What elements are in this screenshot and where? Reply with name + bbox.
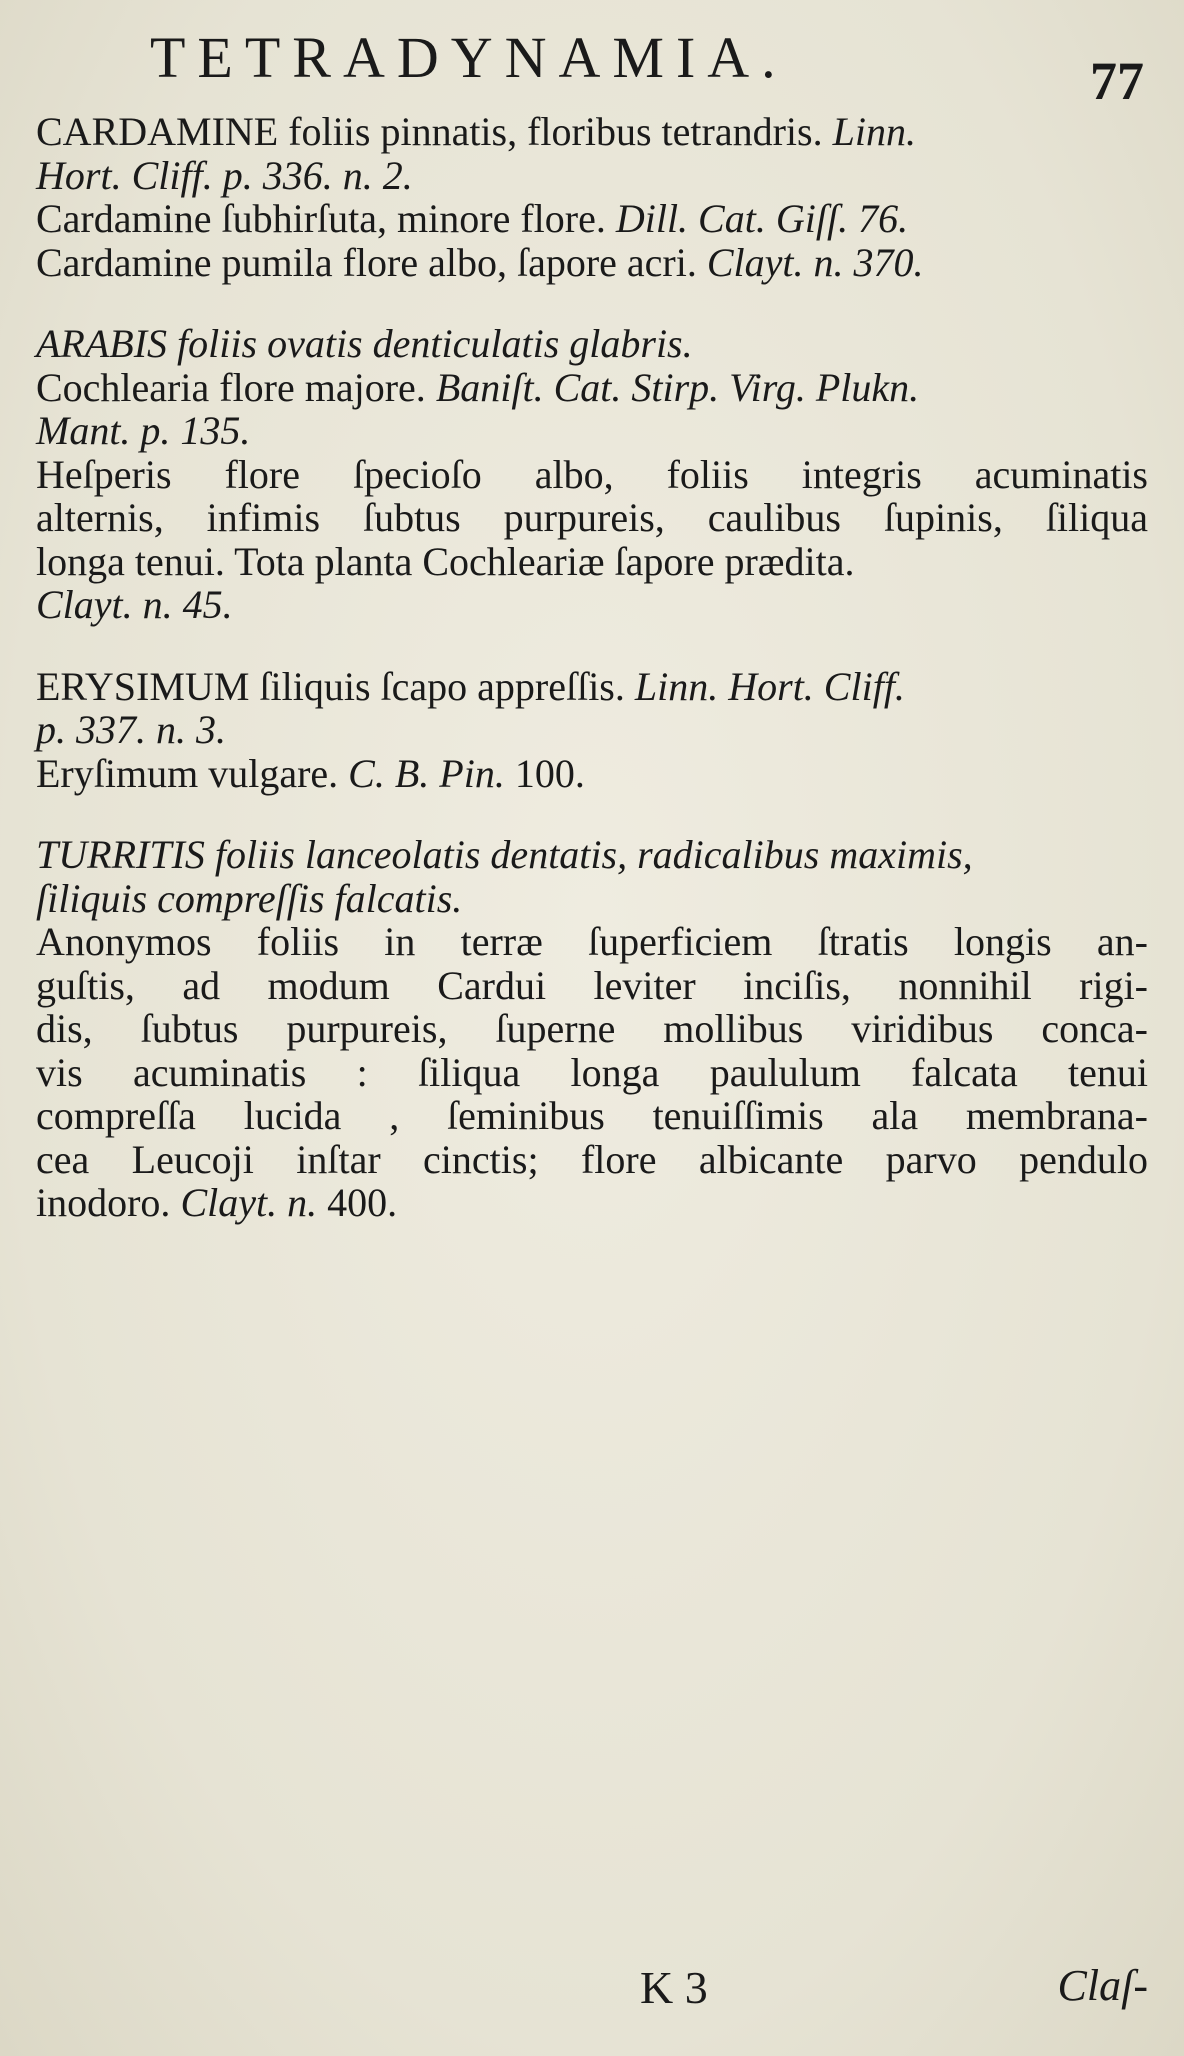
text-line [36,322,1148,366]
roman-segment: Heſperis flore ſpecioſo albo, foliis integris acuminatis [36,451,1148,497]
text-line [36,453,1148,497]
text-line [36,496,1148,540]
roman-segment: inodoro. [36,1180,181,1225]
text-line [36,110,1148,154]
roman-segment: guſtis, ad modum Cardui leviter inciſis, nonnihil rigi- [36,962,1148,1008]
italic-segment: p. 337. n. 3. [36,707,226,752]
text-line [36,1138,1148,1182]
roman-segment: cea Leucoji inſtar cinctis; flore albicante parvo pendulo [36,1136,1148,1182]
italic-segment: ſiliquis compreſſis falcatis. [36,875,463,921]
page-number: 77 [1090,51,1144,111]
italic-segment: Mant. p. 135. [36,408,251,453]
italic-segment: Clayt. n. [180,1180,318,1225]
italic-segment: Baniſt. Cat. Stirp. Virg. Plukn. [435,364,920,410]
text-line [36,197,1148,241]
roman-segment: Eryſimum vulgare. [36,750,349,796]
italic-segment: Linn. [832,109,916,154]
botanical-entry [36,110,1148,284]
botanical-entry [36,322,1148,627]
text-line [36,366,1148,410]
text-line [36,877,1148,921]
roman-segment: ERYSIMUM ſiliquis ſcapo appreſſis. [36,663,635,709]
text-line [36,540,1148,584]
roman-segment: 100. [504,750,585,796]
roman-segment: compreſſa lucida , ſeminibus tenuiſſimis ala membrana- [36,1093,1148,1138]
text-line [36,409,1148,453]
text-line [36,1051,1148,1095]
roman-segment: Cardamine ſubhirſuta, minore flore. [36,196,616,241]
italic-segment: C. B. Pin. [348,750,505,796]
roman-segment: vis acuminatis : ſiliqua longa paululum falcata tenui [36,1049,1148,1095]
roman-segment: dis, ſubtus purpureis, ſuperne mollibus viridibus conca- [36,1006,1148,1051]
roman-segment: Cardamine pumila flore albo, ſapore acri. [36,239,707,285]
roman-segment: 400. [317,1180,398,1225]
text-line [36,583,1148,627]
italic-segment: Clayt. n. 45. [36,582,233,627]
italic-segment: Clayt. n. 370. [706,239,924,285]
italic-segment: Hort. Cliff. p. 336. n. 2. [36,152,413,198]
running-head: TETRADYNAMIA. [150,25,788,90]
text-line [36,665,1148,709]
page-body [36,110,1148,1263]
text-line [36,920,1148,964]
roman-segment: Anonymos foliis in terræ ſuperficiem ſtratis longis an- [36,919,1148,964]
italic-segment: Dill. Cat. Giſſ. 76. [615,196,909,241]
roman-segment: longa tenui. Tota planta Cochleariæ ſapore prædita. [36,538,855,584]
roman-segment: Cochlearia flore majore. [36,364,436,410]
text-line [36,1007,1148,1051]
signature-mark: K 3 [640,1962,708,2013]
roman-segment: alternis, infimis ſubtus purpureis, caulibus ſupinis, ſiliqua [36,495,1148,540]
botanical-entry [36,833,1148,1225]
roman-segment: CARDAMINE foliis pinnatis, floribus tetrandris. [36,109,833,154]
text-line [36,752,1148,796]
text-line [36,964,1148,1008]
text-line [36,708,1148,752]
catchword: Claſ- [1057,1961,1148,2010]
italic-segment: TURRITIS foliis lanceolatis dentatis, radicalibus maximis, [36,832,973,877]
text-line [36,833,1148,877]
italic-segment: Linn. Hort. Cliff. [634,663,905,709]
botanical-entry [36,665,1148,796]
text-line [36,154,1148,198]
text-line [36,1181,1148,1225]
text-line [36,1094,1148,1138]
text-line [36,241,1148,285]
italic-segment: ARABIS foliis ovatis denticulatis glabris. [36,321,693,366]
